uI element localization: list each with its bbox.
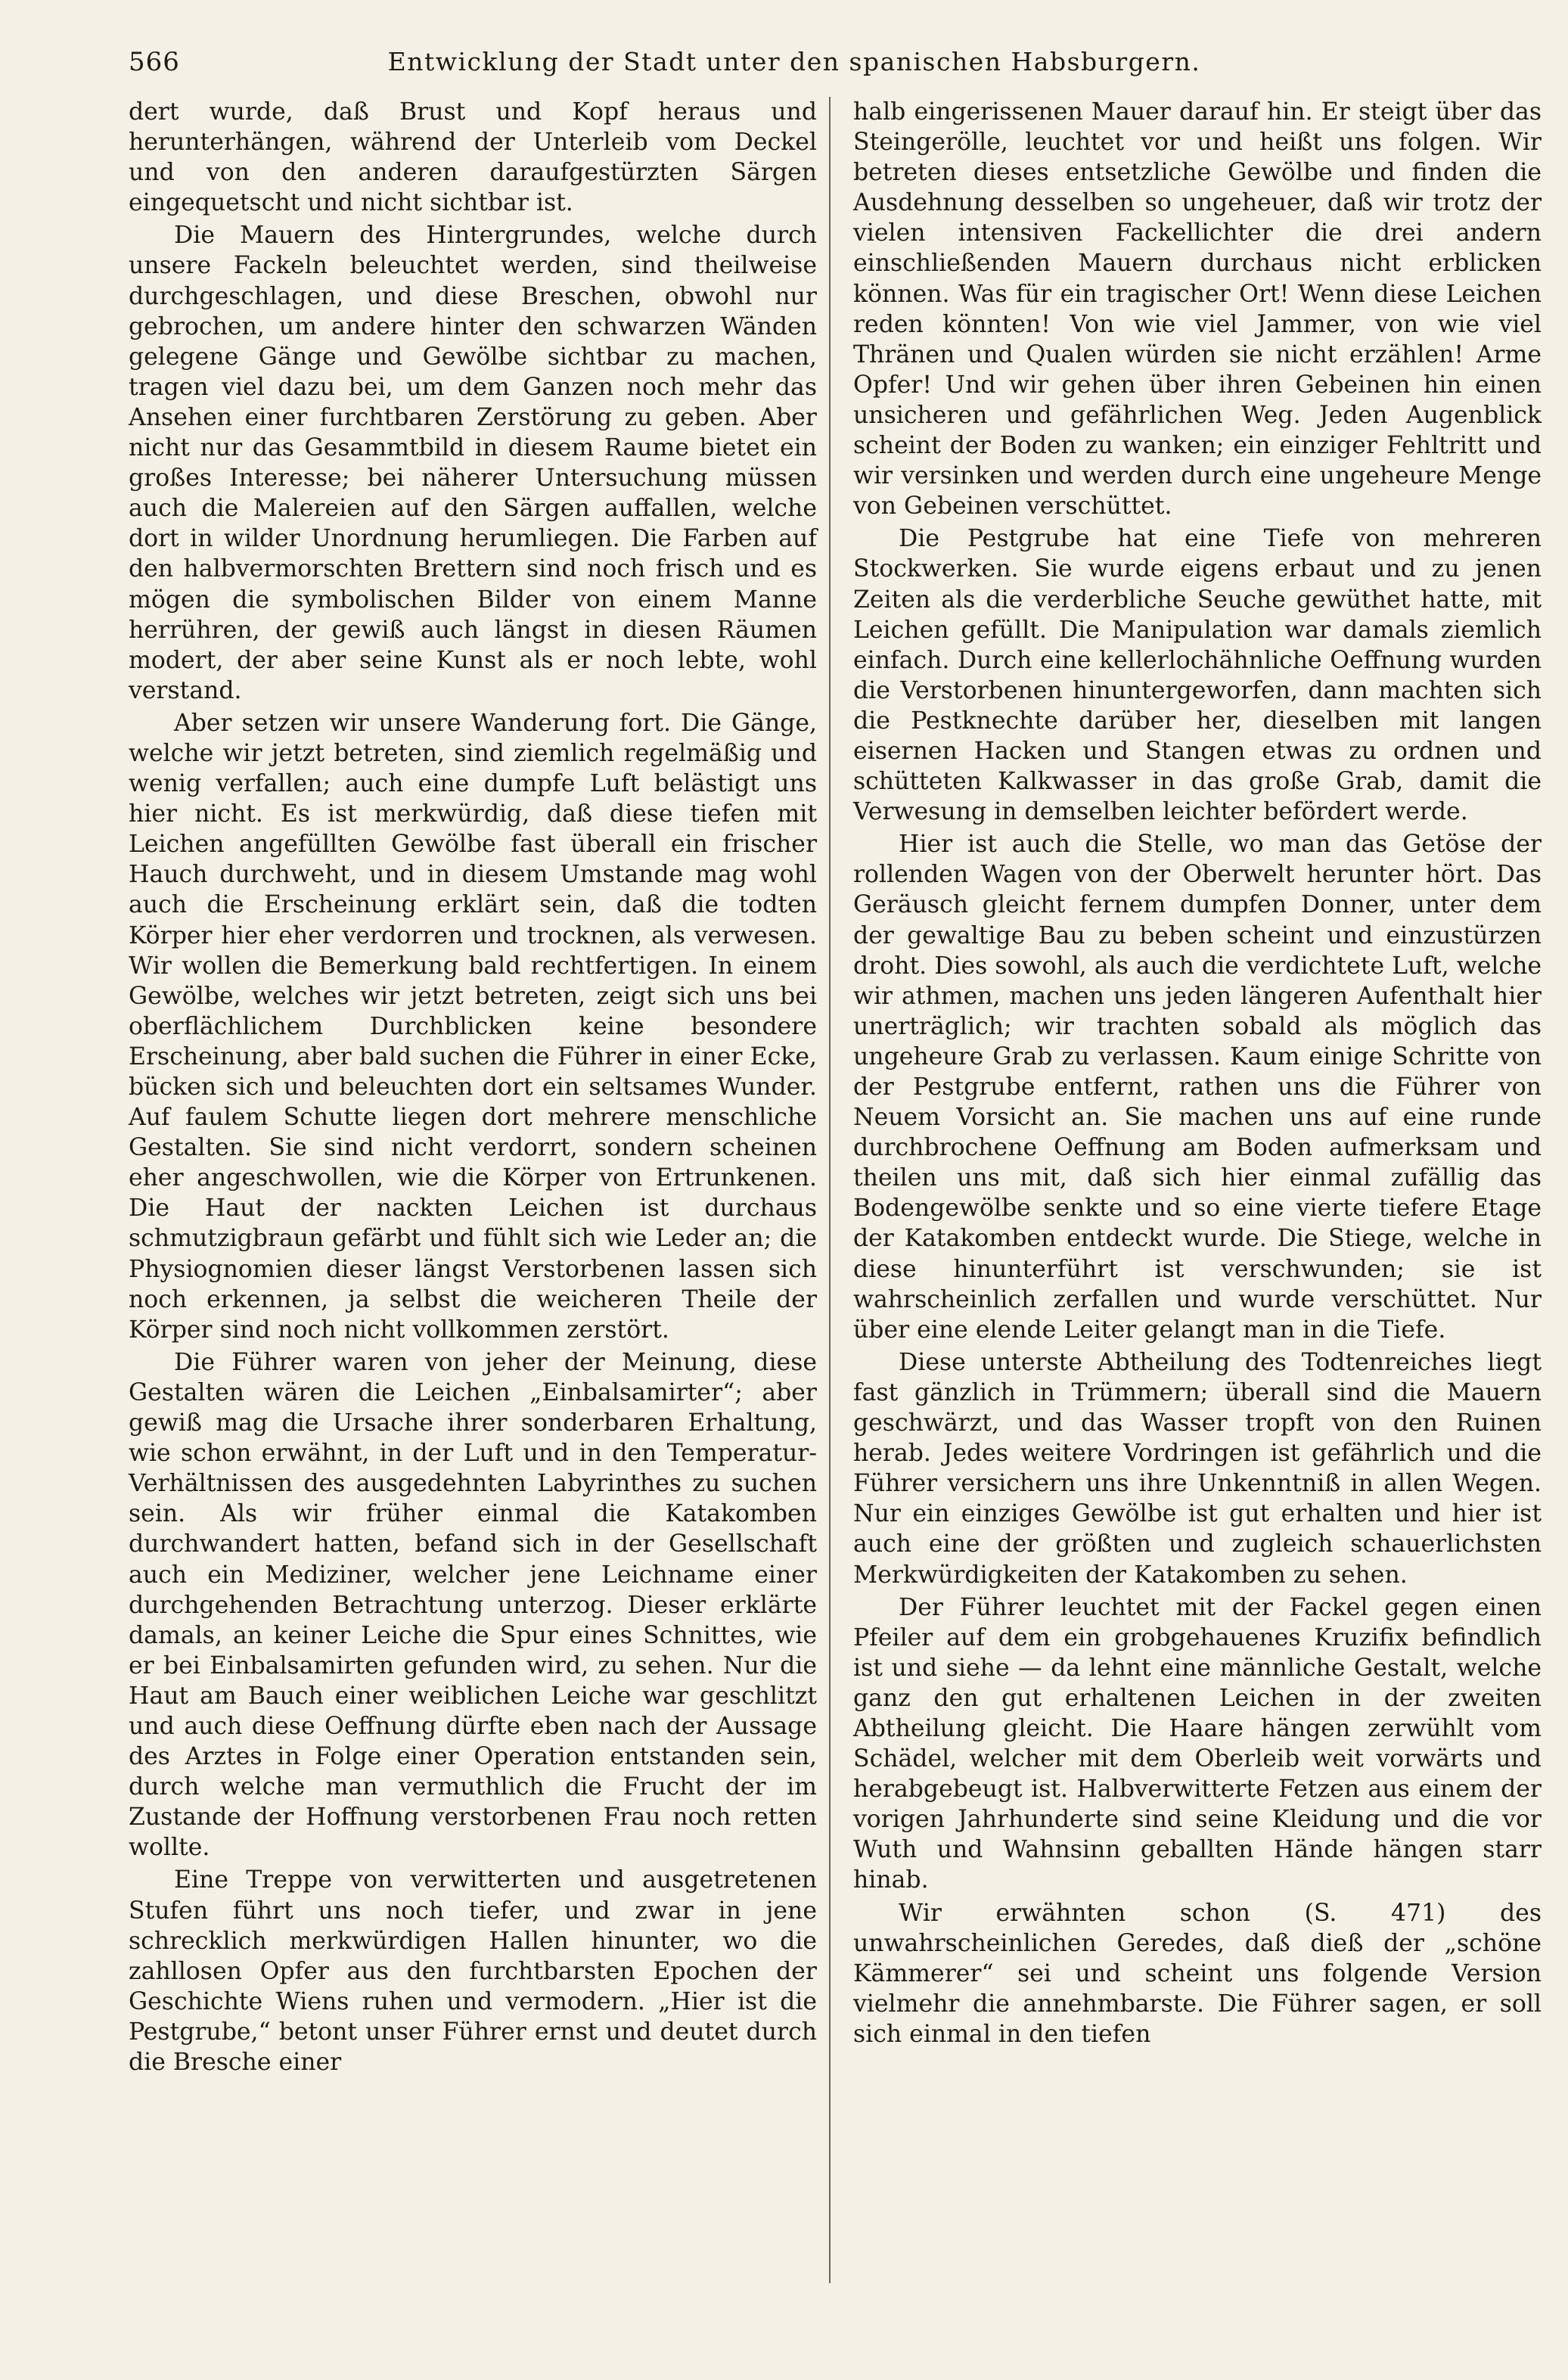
paragraph: Diese unterste Abtheilung des Todtenreiches liegt fast gänzlich in Trümmern; überall sind die Mauern geschwärzt, und das Wasser tropft von den Ruinen herab. Jedes weitere Vordringen ist gefährlich und die Führer versichern uns ihre Unkenntniß in allen Wegen. Nur ein einziges Gewölbe ist gut erhalten und hier ist auch eine der größten und zugleich schauerlichsten Merkwürdigkeiten der Katakomben zu sehen. (853, 1348, 1542, 1589)
paragraph: Die Pestgrube hat eine Tiefe von mehreren Stockwerken. Sie wurde eigens erbaut und zu jenen Zeiten als die verderbliche Seuche gewüthet hatte, mit Leichen gefüllt. Die Manipulation war damals ziemlich einfach. Durch eine kellerlochähnliche Oeffnung wurden die Verstorbenen hinuntergeworfen, dann machten sich die Pestknechte darüber her, dieselben mit langen eisernen Hacken und Stangen etwas zu ordnen und schütteten Kalkwasser in das große Grab, damit die Verwesung in demselben leichter befördert werde. (853, 525, 1542, 826)
paragraph: Die Führer waren von jeher der Meinung, diese Gestalten wären die Leichen „Einbalsamirter“; aber gewiß mag die Ursache ihrer sonderbaren Erhaltung, wie schon erwähnt, in der Luft und in den Temperatur-Verhältnissen des ausgedehnten Labyrinthes zu suchen sein. Als wir früher einmal die Katakomben durchwandert hatten, befand sich in der Gesellschaft auch ein Mediziner, welcher jene Leichname einer durchgehenden Betrachtung unterzog. Dieser erklärte damals, an keiner Leiche die Spur eines Schnittes, wie er bei Einbalsamirten gefunden wird, zu sehen. Nur die Haut am Bauch einer weiblichen Leiche war geschlitzt und auch diese Oeffnung dürfte eben nach der Aussage des Arztes in Folge einer Operation entstanden sein, durch welche man vermuthlich die Frucht der im Zustande der Hoffnung verstorbenen Frau noch retten wollte. (129, 1348, 817, 1862)
paragraph: Wir erwähnten schon (S. 471) des unwahrscheinlichen Geredes, daß dieß der „schöne Kämmerer“ sei und scheint uns folgende Version vielmehr die annehmbarste. Die Führer sagen, er soll sich einmal in den tiefen (853, 1899, 1542, 2048)
column-divider (829, 97, 831, 2283)
page-number: 566 (129, 47, 180, 77)
paragraph: dert wurde, daß Brust und Kopf heraus und herunterhängen, während der Unterleib vom Deckel und von den anderen daraufgestürzten Särgen eingequetscht und nicht sichtbar ist. (129, 98, 817, 217)
left-column (129, 97, 817, 2291)
paragraph: Aber setzen wir unsere Wanderung fort. Die Gänge, welche wir jetzt betreten, sind ziemlich regelmäßig und wenig verfallen; auch eine dumpfe Luft belästigt uns hier nicht. Es ist merkwürdig, daß diese tiefen mit Leichen angefüllten Gewölbe fast überall ein frischer Hauch durchweht, und in diesem Umstande mag wohl auch die Erscheinung erklärt sein, daß die todten Körper hier eher verdorren und trocknen, als verwesen. Wir wollen die Bemerkung bald rechtfertigen. In einem Gewölbe, welches wir jetzt betreten, zeigt sich uns bei oberflächlichem Durchblicken keine besondere Erscheinung, aber bald suchen die Führer in einer Ecke, bücken sich und beleuchten dort ein seltsames Wunder. Auf faulem Schutte liegen dort mehrere menschliche Gestalten. Sie sind nicht verdorrt, sondern scheinen eher angeschwollen, wie die Körper von Ertrunkenen. Die Haut der nackten Leichen ist durchaus schmutzigbraun gefärbt und fühlt sich wie Leder an; die Physiognomien dieser längst Verstorbenen lassen sich noch erkennen, ja selbst die weicheren Theile der Körper sind noch nicht vollkommen zerstört. (129, 709, 817, 1344)
running-title: Entwicklung der Stadt unter den spanischen Habsburgern. (387, 47, 1201, 76)
page-header (129, 38, 1460, 91)
paragraph: Der Führer leuchtet mit der Fackel gegen einen Pfeiler auf dem ein grobgehauenes Kruzifix befindlich ist und siehe — da lehnt eine männliche Gestalt, welche ganz den gut erhaltenen Leichen in der zweiten Abtheilung gleicht. Die Haare hängen zerwühlt vom Schädel, welcher mit dem Oberleib weit vorwärts und herabgebeugt ist. Halbverwitterte Fetzen aus einem der vorigen Jahrhunderte sind seine Kleidung und die vor Wuth und Wahnsinn geballten Hände hängen starr hinab. (853, 1593, 1542, 1894)
paragraph: Die Mauern des Hintergrundes, welche durch unsere Fackeln beleuchtet werden, sind theilweise durchgeschlagen, und diese Breschen, obwohl nur gebrochen, um andere hinter den schwarzen Wänden gelegene Gänge und Gewölbe sichtbar zu machen, tragen viel dazu bei, um dem Ganzen noch mehr das Ansehen einer furchtbaren Zerstörung zu geben. Aber nicht nur das Gesammtbild in diesem Raume bietet ein großes Interesse; bei näherer Untersuchung müssen auch die Malereien auf den Särgen auffallen, welche dort in wilder Unordnung herumliegen. Die Farben auf den halbvermorschten Brettern sind noch frisch und es mögen die symbolischen Bilder von einem Manne herrühren, der gewiß auch längst in diesen Räumen modert, der aber seine Kunst als er noch lebte, wohl verstand. (129, 222, 817, 704)
paragraph: Hier ist auch die Stelle, wo man das Getöse der rollenden Wagen von der Oberwelt herunter hört. Das Geräusch gleicht fernem dumpfen Donner, unter dem der gewaltige Bau zu beben scheint und einzustürzen droht. Dies sowohl, als auch die verdichtete Luft, welche wir athmen, machen uns jeden längeren Aufenthalt hier unerträglich; wir trachten sobald als möglich das ungeheure Grab zu verlassen. Kaum einige Schritte von der Pestgrube entfernt, rathen uns die Führer von Neuem Vorsicht an. Sie machen uns auf eine runde durchbrochene Oeffnung am Boden aufmerksam und theilen uns mit, daß sich hier einmal zufällig das Bodengewölbe senkte und so eine vierte tiefere Etage der Katakomben entdeckt wurde. Die Stiege, welche in diese hinunterführt ist verschwunden; sie ist wahrscheinlich zerfallen und wurde verschüttet. Nur über eine elende Leiter gelangt man in die Tiefe. (853, 831, 1542, 1344)
paragraph: halb eingerissenen Mauer darauf hin. Er steigt über das Steingerölle, leuchtet vor und heißt uns folgen. Wir betreten dieses entsetzliche Gewölbe und finden die Ausdehnung desselben so ungeheuer, daß wir trotz der vielen intensiven Fackellichter die drei andern einschließenden Mauern durchaus nicht erblicken können. Was für ein tragischer Ort! Wenn diese Leichen reden könnten! Von wie viel Jammer, von wie viel Thränen und Qualen würden sie nicht erzählen! Arme Opfer! Und wir gehen über ihren Gebeinen hin einen unsicheren und gefährlichen Weg. Jeden Augenblick scheint der Boden zu wanken; ein einziger Fehltritt und wir versinken und werden durch eine ungeheure Menge von Gebeinen verschüttet. (853, 98, 1542, 520)
paragraph: Eine Treppe von verwitterten und ausgetretenen Stufen führt uns noch tiefer, und zwar in jene schrecklich merkwürdigen Hallen hinunter, wo die zahllosen Opfer aus den furchtbarsten Epochen der Geschichte Wiens ruhen und vermodern. „Hier ist die Pestgrube,“ betont unser Führer ernst und deutet durch die Bresche einer (129, 1866, 817, 2076)
right-column (853, 97, 1542, 2291)
